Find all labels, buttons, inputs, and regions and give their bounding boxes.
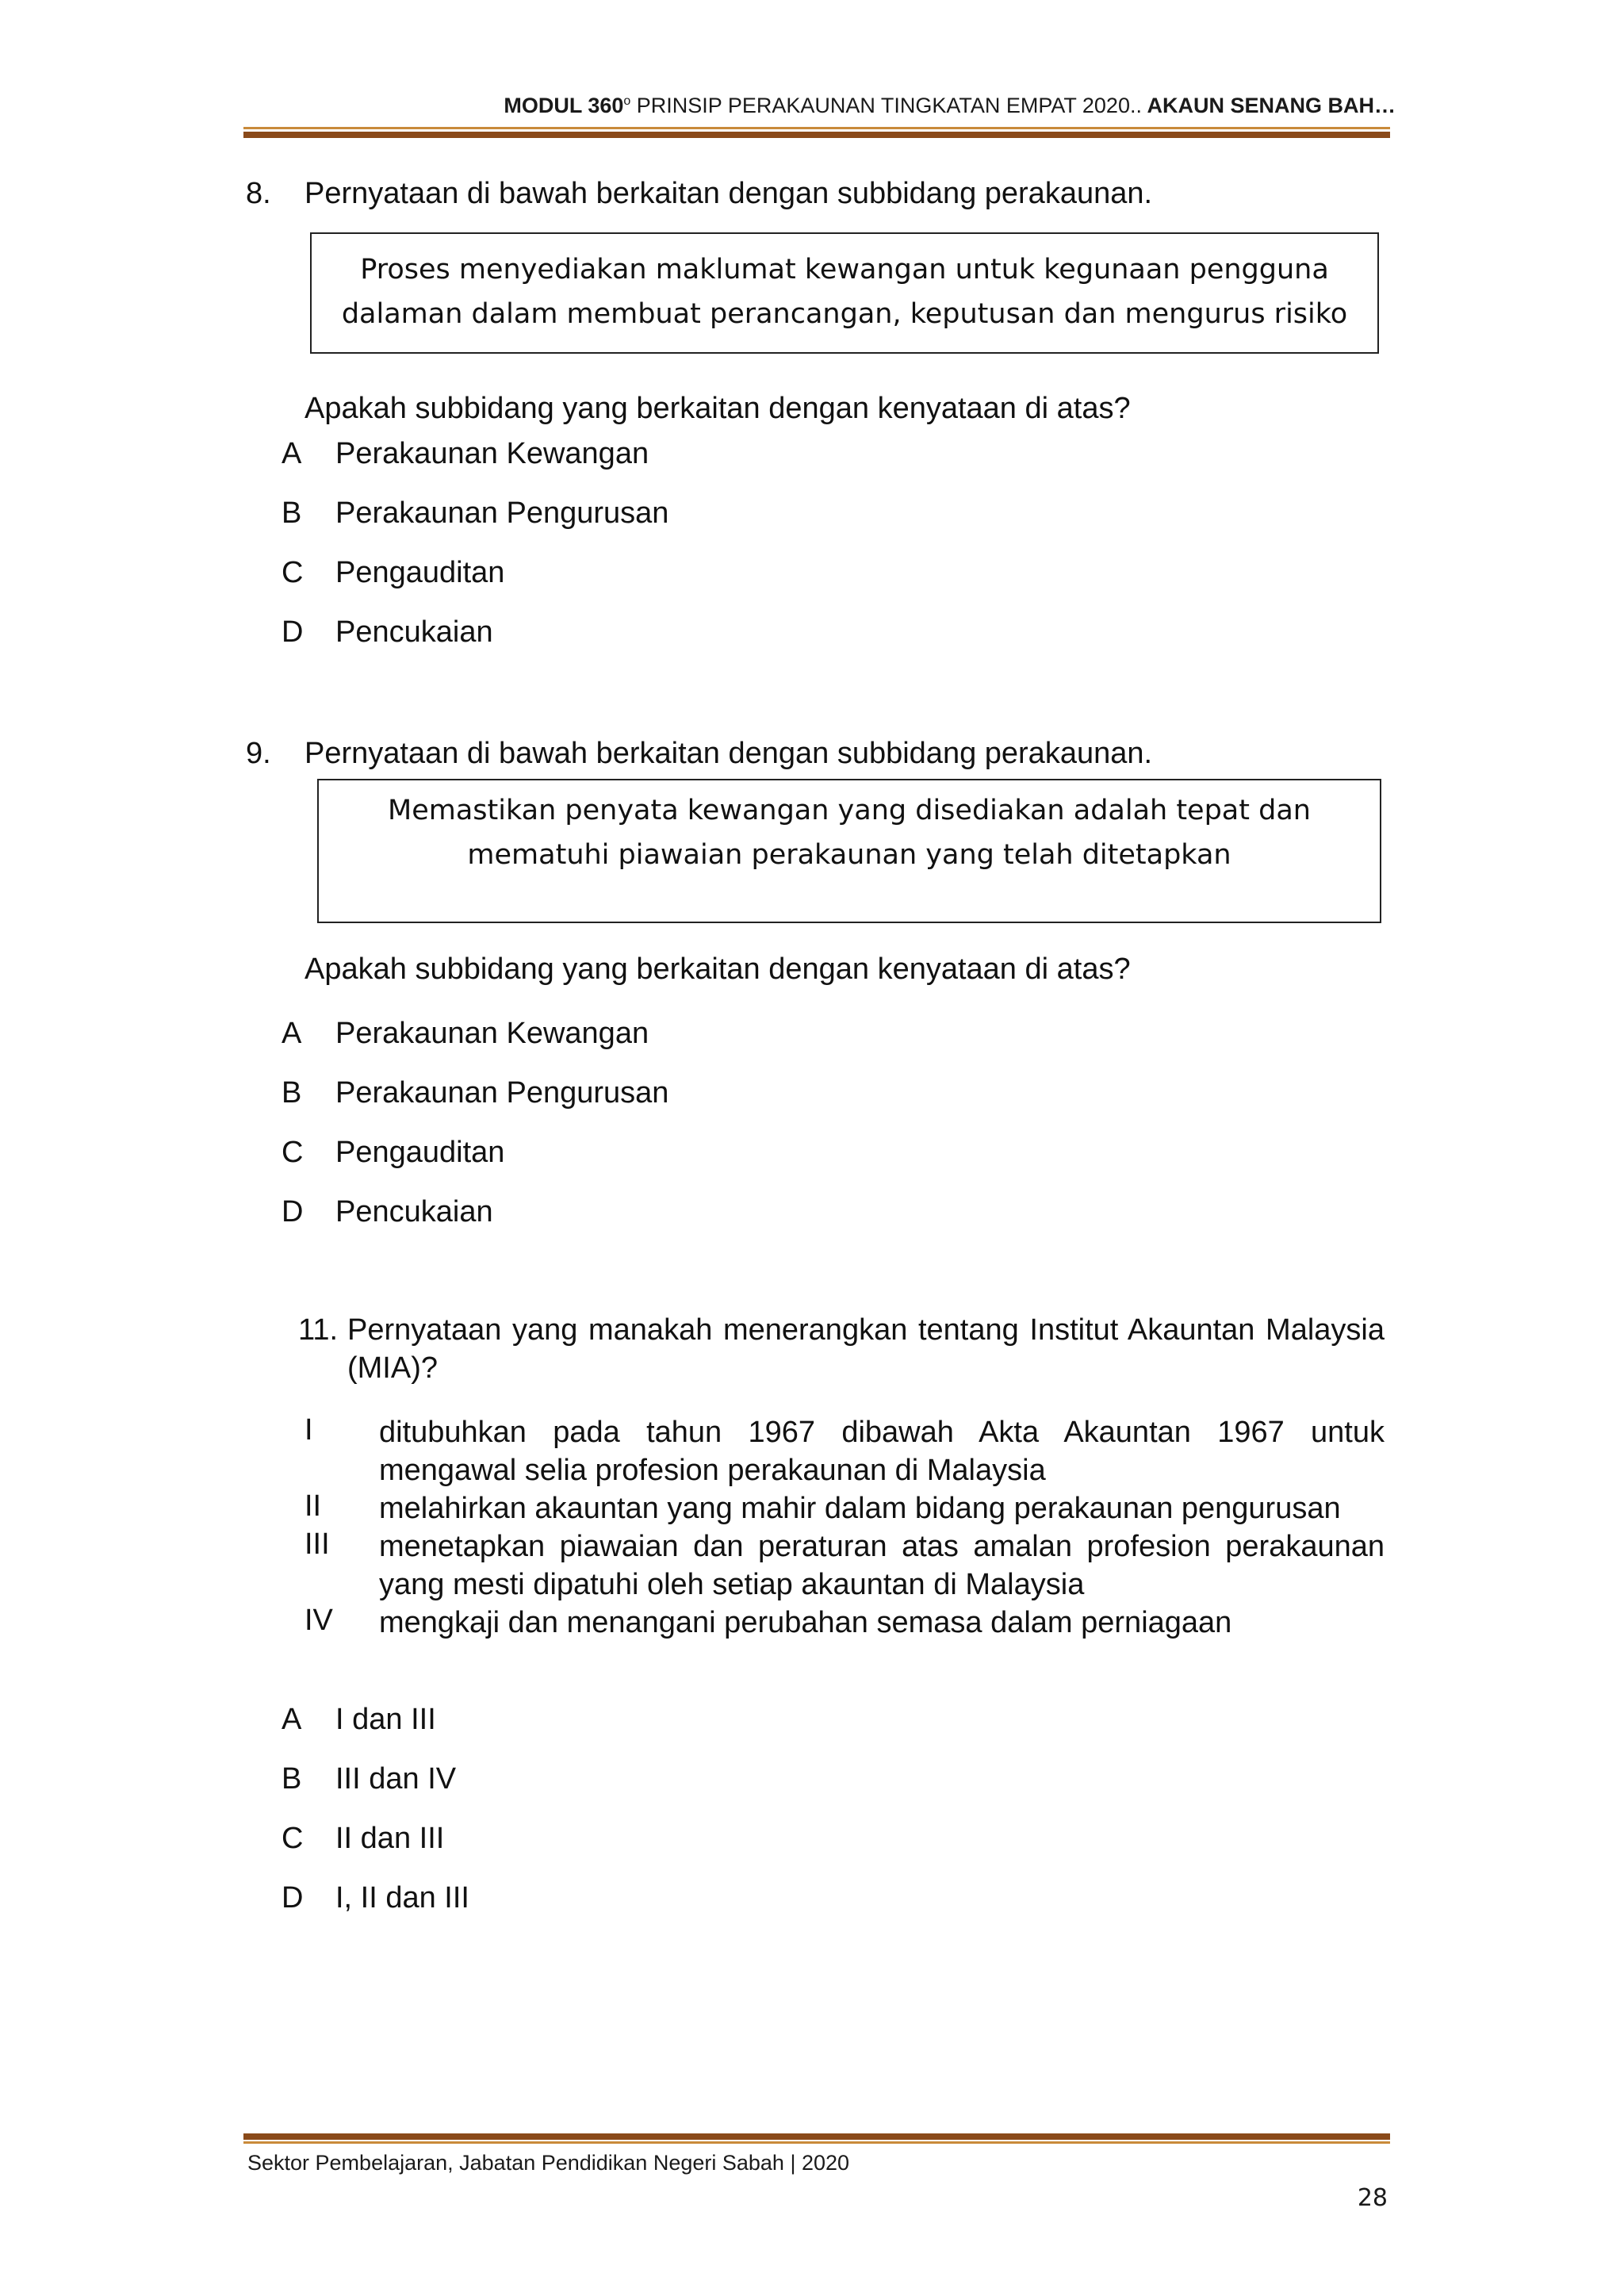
q8-option-letter: A (282, 437, 302, 470)
q8-option-letter: B (282, 496, 302, 530)
q9-option-b: Perakaunan Pengurusan (335, 1076, 669, 1110)
q11-option-letter: D (282, 1881, 304, 1915)
q11-option-b: III dan IV (335, 1762, 457, 1796)
q9-question: Apakah subbidang yang berkaitan dengan kenyataan di atas? (304, 953, 1131, 986)
q8-option-c: Pengauditan (335, 556, 505, 589)
q11-number: 11. (298, 1313, 339, 1347)
page-header (504, 94, 1396, 118)
footer-rule-thin (243, 2141, 1390, 2144)
q8-box-line-1: Proses menyediakan maklumat kewangan untuk kegunaan pengguna (360, 254, 1329, 286)
q11-stem-line-1: Pernyataan yang manakah menerangkan tentang Institut Akauntan Malaysia (347, 1313, 1385, 1347)
q8-number: 8. (246, 177, 271, 210)
q11-option-d: I, II dan III (335, 1881, 469, 1915)
q9-option-c: Pengauditan (335, 1136, 505, 1169)
q8-stem: Pernyataan di bawah berkaitan dengan subbidang perakaunan. (304, 177, 1153, 210)
q8-box-line-2: dalaman dalam membuat perancangan, keputusan dan mengurus risiko (341, 298, 1348, 330)
q11-statement-num: II (304, 1489, 322, 1523)
q11-option-c: II dan III (335, 1822, 445, 1855)
q9-number: 9. (246, 737, 271, 770)
q8-option-letter: D (282, 615, 304, 649)
q8-option-b: Perakaunan Pengurusan (335, 496, 669, 530)
q11-statement-i-line-2: mengawal selia profesion perakaunan di Malaysia (379, 1454, 1046, 1487)
q11-statement-num: I (304, 1413, 313, 1447)
q11-statement-num: III (304, 1527, 330, 1561)
header-tagline: AKAUN SENANG BAH… (1141, 94, 1396, 117)
q9-stem: Pernyataan di bawah berkaitan dengan subbidang perakaunan. (304, 737, 1153, 770)
q11-statement-iii-line-1: menetapkan piawaian dan peraturan atas amalan profesion perakaunan (379, 1530, 1385, 1563)
q9-option-d: Pencukaian (335, 1195, 493, 1228)
q9-option-letter: D (282, 1195, 304, 1228)
q11-option-letter: B (282, 1762, 302, 1796)
q8-option-d: Pencukaian (335, 615, 493, 649)
header-rule-thick (243, 132, 1390, 138)
q11-statement-ii-line-1: melahirkan akauntan yang mahir dalam bidang perakaunan pengurusan (379, 1492, 1341, 1525)
q11-statement-iii-line-2: yang mesti dipatuhi oleh setiap akauntan di Malaysia (379, 1568, 1085, 1601)
q11-statement-num: IV (304, 1604, 333, 1637)
q8-option-a: Perakaunan Kewangan (335, 437, 649, 470)
q9-box-line-1: Memastikan penyata kewangan yang disediakan adalah tepat dan (388, 795, 1311, 826)
q8-option-letter: C (282, 556, 304, 589)
header-rule-thin (243, 127, 1390, 129)
q11-statement-i-line-1: ditubuhkan pada tahun 1967 dibawah Akta Akauntan 1967 untuk (379, 1416, 1385, 1449)
header-subject: PRINSIP PERAKAUNAN TINGKATAN EMPAT 2020.. (630, 94, 1142, 117)
q8-statement-box (310, 232, 1379, 354)
q11-option-letter: A (282, 1703, 302, 1736)
q9-statement-box (317, 779, 1381, 923)
q9-option-letter: A (282, 1017, 302, 1050)
q9-option-a: Perakaunan Kewangan (335, 1017, 649, 1050)
footer-rule-thick (243, 2133, 1390, 2140)
q9-box-line-2: mematuhi piawaian perakaunan yang telah ditetapkan (467, 839, 1231, 871)
q11-stem-line-2: (MIA)? (347, 1351, 438, 1385)
q8-question: Apakah subbidang yang berkaitan dengan kenyataan di atas? (304, 392, 1131, 425)
header-degree-sup: o (623, 94, 631, 108)
page-number: 28 (1357, 2184, 1388, 2212)
q11-statement-iv-line-1: mengkaji dan menangani perubahan semasa dalam perniagaan (379, 1606, 1232, 1639)
q11-option-letter: C (282, 1822, 304, 1855)
header-module-title: MODUL 360 (504, 94, 624, 117)
q11-option-a: I dan III (335, 1703, 436, 1736)
q9-option-letter: C (282, 1136, 304, 1169)
q9-option-letter: B (282, 1076, 302, 1110)
footer-text: Sektor Pembelajaran, Jabatan Pendidikan Negeri Sabah | 2020 (247, 2151, 850, 2175)
